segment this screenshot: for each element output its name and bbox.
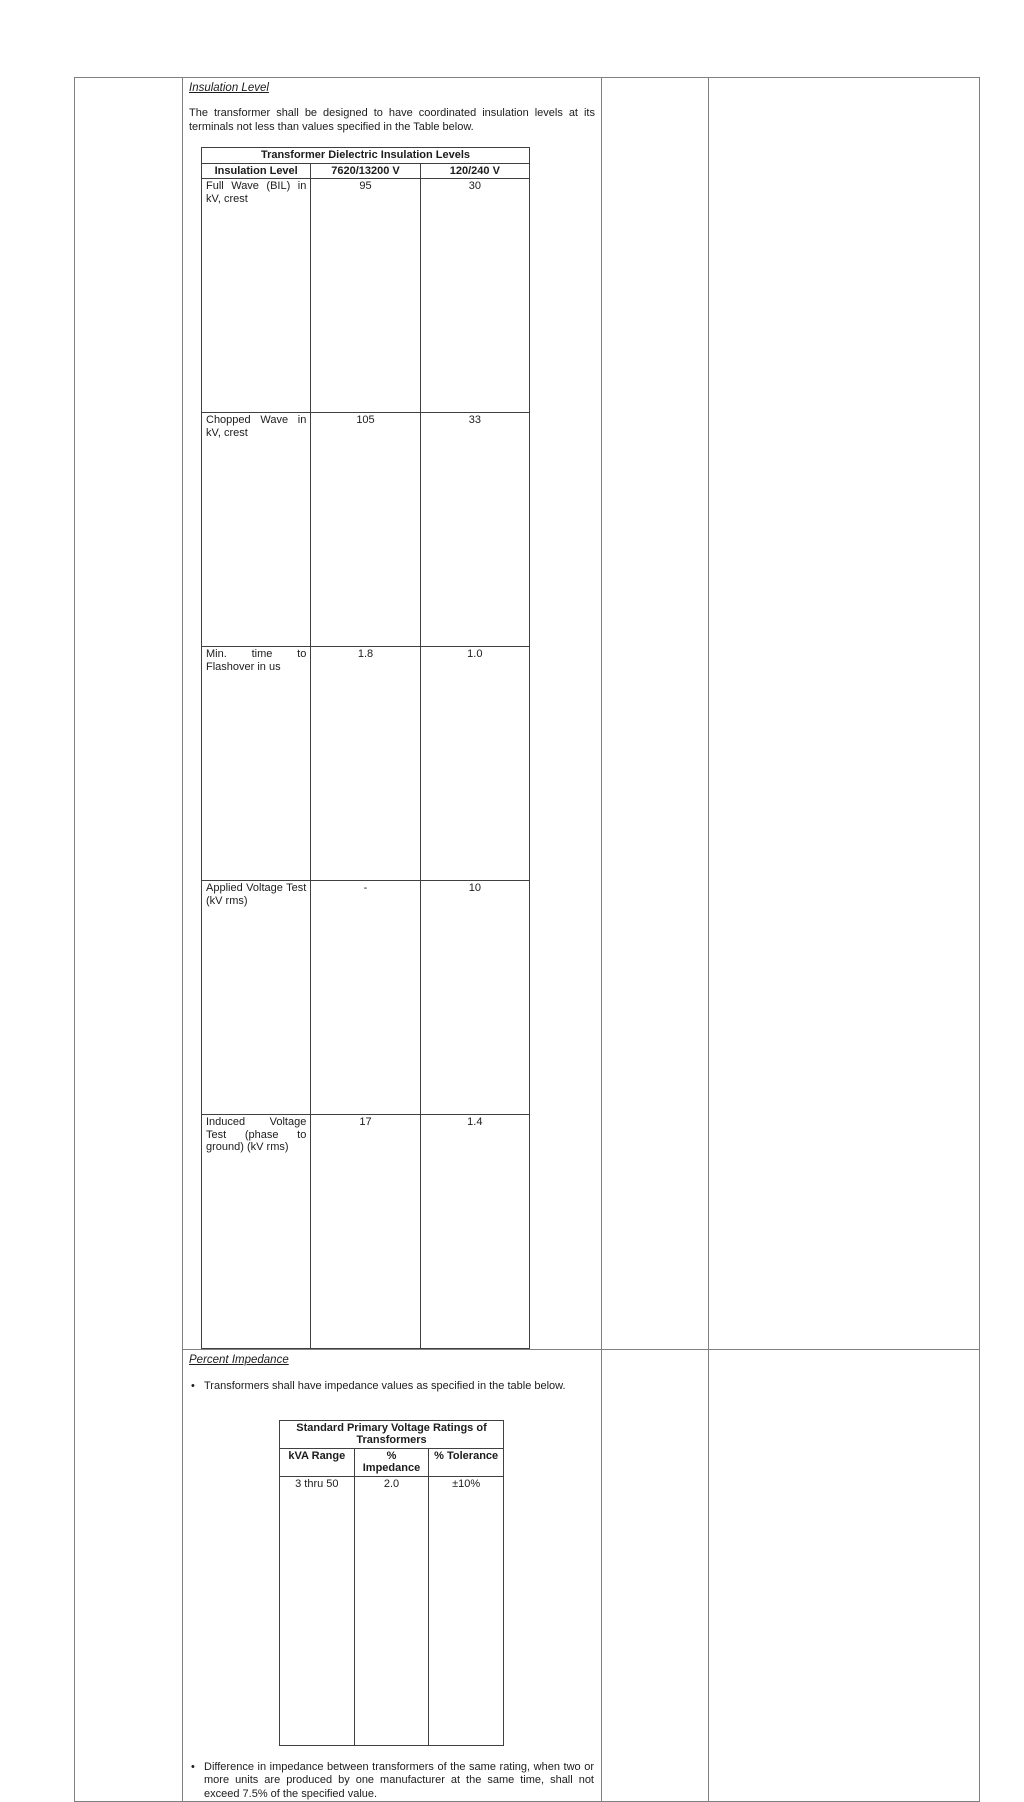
dielectric-row-value: 95 xyxy=(311,179,420,413)
ratings-col-header: % Tolerance xyxy=(429,1448,504,1476)
side-column-b-cell-bottom xyxy=(709,1350,980,1802)
percent-impedance-heading: Percent Impedance xyxy=(189,1354,289,1366)
insulation-paragraph: The transformer shall be designed to have coordinated insulation levels at its terminals not less than values specified in the Table below. xyxy=(189,107,595,133)
table-row xyxy=(202,413,530,647)
table-row xyxy=(202,647,530,881)
bullet-icon: • xyxy=(191,1380,195,1392)
ratings-table-title: Standard Primary Voltage Ratings of Transformers xyxy=(280,1420,504,1448)
dielectric-row-value: 17 xyxy=(311,1115,420,1349)
impedance-bullet-1 xyxy=(189,1380,595,1394)
dielectric-row-value: - xyxy=(311,881,420,1115)
dielectric-row-value: 105 xyxy=(311,413,420,647)
bullet-icon: • xyxy=(191,1760,195,1773)
dielectric-row-label: Full Wave (BIL) in kV, crest xyxy=(202,179,311,413)
insulation-level-heading: Insulation Level xyxy=(189,82,269,94)
dielectric-col-header: 7620/13200 V xyxy=(311,163,420,179)
bullet-text: Difference in impedance between transformers of the same rating, when two or more units are produced by one manufacturer at the same time, shall not exceed 7.5% of the specified value. xyxy=(204,1760,594,1800)
ratings-row-value: 2.0 xyxy=(354,1476,429,1745)
table-row xyxy=(202,1115,530,1349)
spec-document-grid xyxy=(74,77,980,1802)
side-column-a-cell-top xyxy=(602,78,709,1350)
ratings-row-value: 3 thru 50 xyxy=(280,1476,355,1745)
dielectric-row-label: Min. time to Flashover in us xyxy=(202,647,311,881)
table-row xyxy=(202,179,530,413)
bullet-text: Transformers shall have impedance values as specified in the table below. xyxy=(204,1380,566,1392)
ratings-col-header: % Impedance xyxy=(354,1448,429,1476)
dielectric-table-title: Transformer Dielectric Insulation Levels xyxy=(202,148,530,164)
table-row xyxy=(202,881,530,1115)
dielectric-col-header: 120/240 V xyxy=(420,163,529,179)
side-column-a-cell-bottom xyxy=(602,1350,709,1802)
dielectric-row-value: 30 xyxy=(420,179,529,413)
ratings-col-header: kVA Range xyxy=(280,1448,355,1476)
dielectric-row-label: Applied Voltage Test (kV rms) xyxy=(202,881,311,1115)
dielectric-row-label: Chopped Wave in kV, crest xyxy=(202,413,311,647)
dielectric-row-value: 1.0 xyxy=(420,647,529,881)
dielectric-insulation-table xyxy=(201,147,530,1349)
dielectric-row-value: 1.8 xyxy=(311,647,420,881)
dielectric-row-value: 33 xyxy=(420,413,529,647)
ratings-row-value: ±10% xyxy=(429,1476,504,1745)
dielectric-row-value: 1.4 xyxy=(420,1115,529,1349)
dielectric-col-header: Insulation Level xyxy=(202,163,311,179)
table-row xyxy=(280,1476,504,1745)
impedance-ratings-table xyxy=(279,1420,504,1746)
left-margin-cell xyxy=(75,78,183,1802)
dielectric-row-label: Induced Voltage Test (phase to ground) (kV rms) xyxy=(202,1115,311,1349)
dielectric-row-value: 10 xyxy=(420,881,529,1115)
side-column-b-cell-top xyxy=(709,78,980,1350)
insulation-section-cell xyxy=(183,78,602,1350)
impedance-section-cell xyxy=(183,1350,602,1802)
impedance-bullet-2 xyxy=(189,1761,595,1802)
